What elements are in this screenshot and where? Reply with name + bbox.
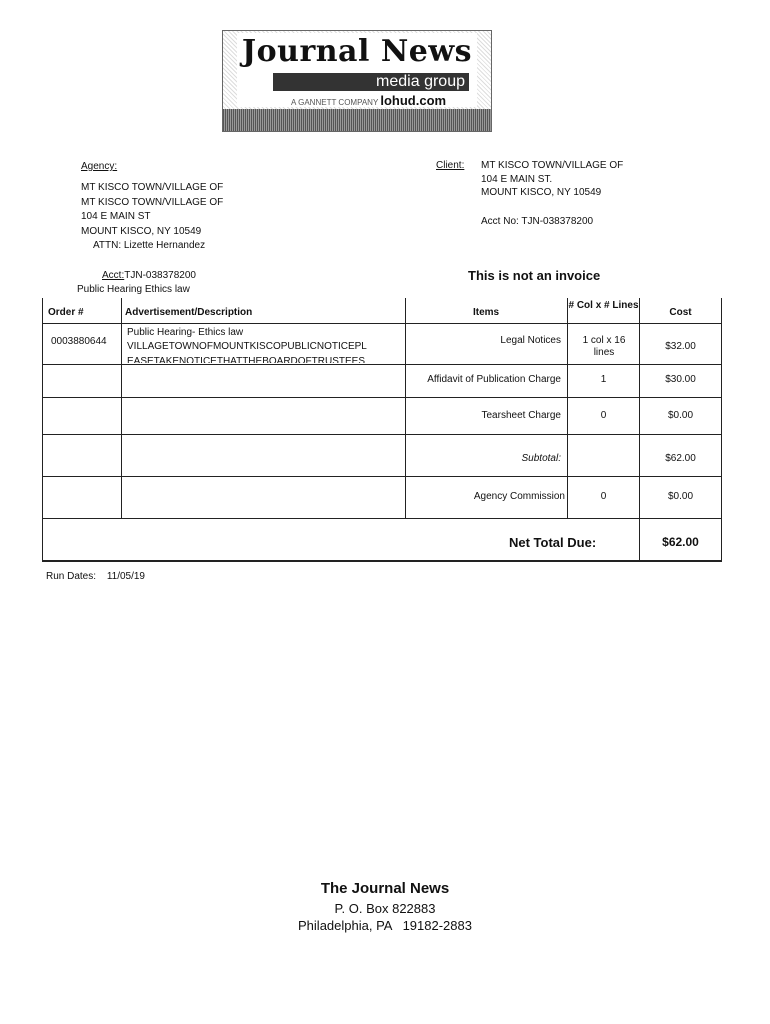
net-total-value: $62.00: [662, 535, 699, 549]
col-divider: [405, 298, 406, 518]
footer-city: Philadelphia, PA 19182-2883: [298, 918, 472, 933]
row-qty: 0: [600, 410, 607, 421]
net-total-label: Net Total Due:: [509, 535, 597, 550]
subtotal-cost: $62.00: [665, 453, 696, 464]
subtotal-label: Subtotal:: [521, 453, 561, 464]
col-divider: [639, 298, 640, 562]
journal-news-logo: [222, 30, 492, 132]
row-divider: [43, 364, 721, 365]
header-cols-lines: # Col x # Lines: [568, 300, 639, 311]
header-order: Order #: [48, 307, 84, 318]
row-item: Legal Notices: [500, 335, 561, 346]
agency-line-4: MOUNT KISCO, NY 10549: [81, 226, 202, 237]
footer-po-box: P. O. Box 822883: [334, 901, 436, 916]
agency-line-2: MT KISCO TOWN/VILLAGE OF: [81, 197, 224, 208]
row-cost: $0.00: [667, 491, 694, 502]
logo-panel: [237, 33, 477, 107]
row-qty: 0: [600, 491, 607, 502]
row-divider: [43, 476, 721, 477]
description-line-1: Public Hearing- Ethics law: [127, 327, 244, 338]
footer-company: The Journal News: [320, 880, 450, 897]
run-dates-label: Run Dates:: [46, 571, 97, 582]
header-items: Items: [473, 307, 500, 318]
logo-tagline-text: A GANNETT COMPANY: [291, 98, 379, 107]
client-line-2: 104 E MAIN ST.: [481, 174, 553, 185]
logo-subtitle: media group: [273, 73, 469, 91]
logo-tagline: [291, 93, 481, 108]
acct-line: [102, 269, 196, 282]
agency-label: Agency:: [81, 161, 118, 172]
acct-value: TJN-038378200: [124, 270, 196, 281]
run-dates: [46, 570, 145, 583]
row-cost: $30.00: [665, 374, 696, 385]
header-description: Advertisement/Description: [125, 307, 253, 318]
agency-line-3: 104 E MAIN ST: [81, 211, 151, 222]
logo-band: [223, 109, 491, 131]
client-acct-no: Acct No: TJN-038378200: [481, 216, 594, 227]
client-line-1: MT KISCO TOWN/VILLAGE OF: [481, 160, 624, 171]
logo-title: Journal News: [241, 34, 473, 69]
row-item: Tearsheet Charge: [481, 410, 561, 421]
row-divider: [43, 397, 721, 398]
agency-attn: ATTN: Lizette Hernandez: [93, 240, 206, 251]
description-line-3: EASETAKENOTICETHATTHEBOARDOFTRUSTEES: [127, 356, 365, 363]
row-cost: $32.00: [665, 341, 696, 352]
row-cost: $0.00: [667, 410, 694, 421]
col-divider: [567, 298, 568, 518]
row-item: Agency Commission: [473, 491, 565, 502]
client-line-3: MOUNT KISCO, NY 10549: [481, 187, 602, 198]
row-divider: [43, 518, 721, 519]
col-divider: [121, 298, 122, 518]
header-cost: Cost: [669, 307, 692, 318]
row-item: Affidavit of Publication Charge: [427, 374, 561, 385]
acct-label: Acct:: [102, 270, 125, 281]
ad-title: Public Hearing Ethics law: [77, 284, 190, 295]
description-line-2: VILLAGETOWNOFMOUNTKISCOPUBLICNOTICEPL: [127, 341, 367, 352]
client-label: Client:: [436, 160, 465, 171]
row-divider: [43, 323, 721, 324]
order-number: 0003880644: [51, 336, 107, 347]
agency-line-1: MT KISCO TOWN/VILLAGE OF: [81, 182, 224, 193]
not-invoice-notice: This is not an invoice: [468, 268, 601, 283]
logo-website: lohud.com: [380, 93, 447, 108]
invoice-table: [42, 298, 722, 562]
row-divider: [43, 434, 721, 435]
row-qty: 1 col x 16 lines: [582, 335, 626, 358]
row-qty: 1: [600, 374, 607, 385]
run-dates-value: 11/05/19: [106, 571, 145, 582]
